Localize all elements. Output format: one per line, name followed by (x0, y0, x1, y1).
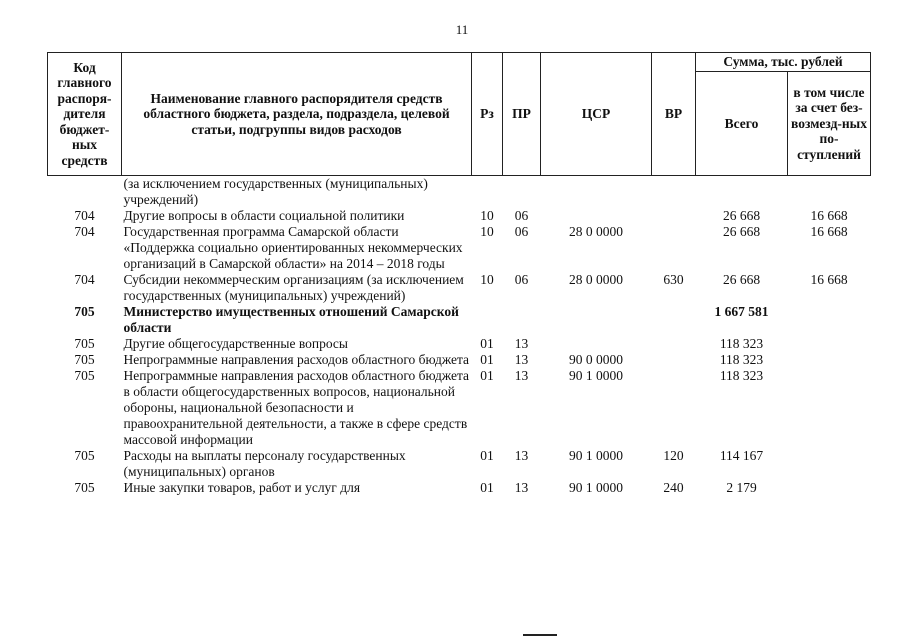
table-row (48, 448, 871, 480)
header-csr: ЦСР (541, 53, 652, 176)
cell-code: 705 (74, 480, 95, 495)
cell-csr: 28 0 0000 (569, 272, 623, 287)
cell-total: 1 667 581 (714, 304, 769, 319)
table-row (48, 224, 871, 272)
cell-csr: 90 1 0000 (569, 480, 623, 495)
cell-name: Непрограммные направления расходов областного бюджета в области общегосударственных вопросов, национальной обороны, национальной безопасности и правоохранительной деятельности, а также в сфере средств массовой информации (123, 368, 470, 447)
cell-csr: 90 0 0000 (569, 352, 623, 367)
cell-name: Субсидии некоммерческим организациям (за исключением государственных (муниципальных) учреждений) (123, 272, 464, 303)
cell-code: 705 (74, 368, 95, 383)
bottom-mark (523, 634, 557, 636)
cell-vr (652, 208, 696, 224)
cell-pr: 13 (514, 336, 529, 351)
cell-rz: 01 (480, 448, 494, 463)
cell-pr: 06 (514, 208, 529, 223)
cell-vr (652, 368, 696, 448)
cell-vr (652, 304, 696, 336)
cell-rz (472, 304, 503, 336)
table-row (48, 352, 871, 368)
cell-vr (652, 336, 696, 352)
header-code: Код главного распоря-дителя бюджет-ных средств (48, 53, 122, 176)
cell-pr (503, 176, 541, 209)
cell-total: 2 179 (726, 480, 757, 495)
cell-pr: 13 (514, 480, 529, 495)
cell-csr: 90 1 0000 (569, 448, 623, 463)
cell-vr (652, 224, 696, 272)
table-row (48, 208, 871, 224)
cell-code: 704 (74, 208, 95, 223)
cell-name: Другие вопросы в области социальной политики (123, 208, 405, 223)
cell-free: 16 668 (810, 208, 848, 223)
cell-total: 26 668 (722, 224, 761, 239)
cell-csr (541, 336, 652, 352)
cell-pr: 13 (514, 368, 529, 383)
cell-free (788, 368, 871, 448)
cell-name: Расходы на выплаты персоналу государственных (муниципальных) органов (123, 448, 406, 479)
cell-vr: 240 (663, 480, 684, 495)
page-number: 11 (455, 22, 469, 37)
cell-name: Непрограммные направления расходов областного бюджета (123, 352, 470, 367)
cell-free (788, 352, 871, 368)
cell-rz (472, 176, 503, 209)
cell-rz: 01 (480, 336, 494, 351)
cell-name: Иные закупки товаров, работ и услуг для (123, 480, 361, 495)
cell-code: 704 (74, 224, 95, 239)
budget-table (47, 52, 871, 496)
table-row (48, 368, 871, 448)
cell-csr: 90 1 0000 (569, 368, 623, 383)
cell-csr: 28 0 0000 (569, 224, 623, 239)
cell-csr (541, 304, 652, 336)
table-row (48, 272, 871, 304)
cell-code: 704 (74, 272, 95, 287)
cell-code: 705 (74, 304, 95, 319)
cell-csr (541, 208, 652, 224)
cell-pr: 06 (514, 224, 529, 239)
cell-vr: 630 (663, 272, 684, 287)
cell-total: 26 668 (722, 208, 761, 223)
cell-rz: 10 (480, 224, 494, 239)
cell-total: 118 323 (719, 352, 764, 367)
cell-rz: 01 (480, 480, 494, 495)
table-row (48, 304, 871, 336)
header-free: в том числе за счет без-возмезд-ных по-ступлений (788, 72, 871, 176)
cell-total: 118 323 (719, 368, 764, 383)
cell-name: Министерство имущественных отношений Самарской области (123, 304, 459, 335)
cell-free (788, 304, 871, 336)
cell-rz: 01 (480, 352, 494, 367)
cell-free: 16 668 (810, 272, 848, 287)
cell-name: Другие общегосударственные вопросы (123, 336, 348, 351)
cell-code: 705 (74, 352, 95, 367)
cell-total: 118 323 (719, 336, 764, 351)
cell-pr: 13 (514, 448, 529, 463)
cell-pr (503, 304, 541, 336)
cell-name: Государственная программа Самарской области «Поддержка социально ориентированных некоммерческих организаций в Самарской области» на 2014 – 2018 годы (123, 224, 463, 271)
header-pr: ПР (503, 53, 541, 176)
cell-csr (541, 176, 652, 209)
header-vr: ВР (652, 53, 696, 176)
cell-code: 705 (74, 336, 95, 351)
cell-code: 705 (74, 448, 95, 463)
cell-free (788, 336, 871, 352)
cell-pr: 06 (514, 272, 529, 287)
cell-free: 16 668 (810, 224, 848, 239)
cell-total (696, 176, 788, 209)
table-body (48, 176, 871, 497)
header-total: Всего (696, 72, 788, 176)
cell-rz: 01 (480, 368, 494, 383)
cell-total: 114 167 (719, 448, 764, 463)
cell-name: (за исключением государственных (муниципальных) учреждений) (123, 176, 428, 207)
header-name: Наименование главного распорядителя средств областного бюджета, раздела, подраздела, целевой статьи, подгруппы видов расходов (122, 53, 472, 176)
cell-rz: 10 (480, 272, 494, 287)
cell-free (788, 480, 871, 496)
cell-total: 26 668 (722, 272, 761, 287)
cell-vr (652, 352, 696, 368)
cell-rz: 10 (480, 208, 494, 223)
cell-vr: 120 (663, 448, 684, 463)
cell-free (788, 448, 871, 480)
table-row (48, 336, 871, 352)
cell-pr: 13 (514, 352, 529, 367)
cell-free (788, 176, 871, 209)
table-row (48, 480, 871, 496)
cell-vr (652, 176, 696, 209)
table-row (48, 176, 871, 209)
header-sum: Сумма, тыс. рублей (696, 53, 871, 72)
cell-code (48, 176, 122, 209)
header-rz: Рз (472, 53, 503, 176)
